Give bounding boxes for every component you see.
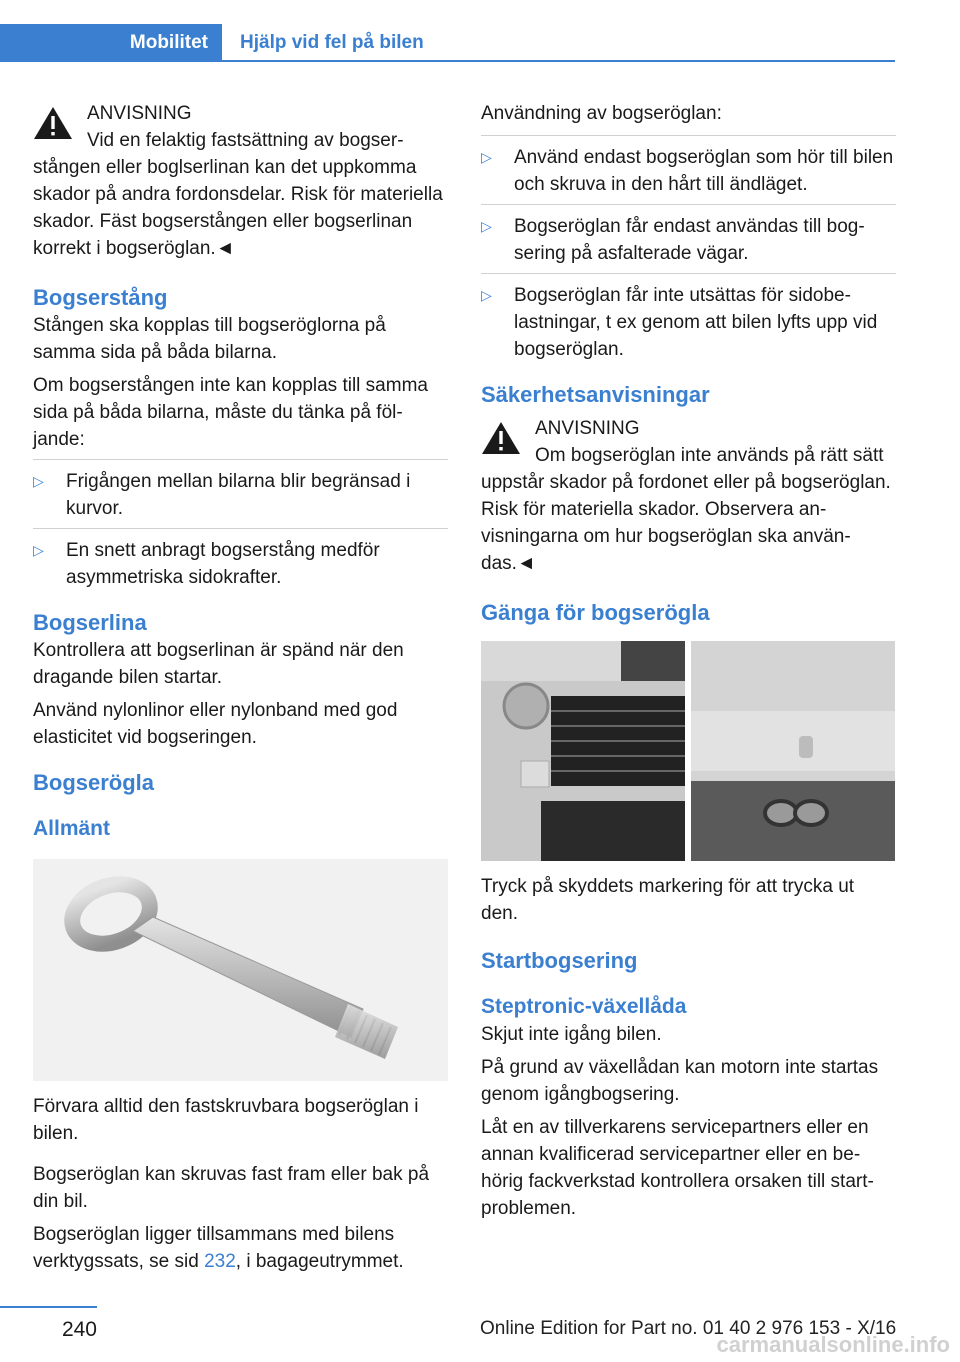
- warning-block: [33, 100, 448, 262]
- triangle-bullet-icon: ▷: [481, 149, 492, 165]
- page-link[interactable]: 232: [204, 1251, 236, 1272]
- warning-text: Om bogseröglan inte används på rätt sätt uppstår skador på fordonet eller på bogseröglan. Risk för materiella skador. Observera anvisningarna om hur bogseröglan ska användas.◄: [481, 445, 891, 574]
- triangle-bullet-icon: ▷: [481, 218, 492, 234]
- left-column: [33, 100, 448, 1281]
- toolkit-text-pre: Bogseröglan ligger tillsammans med bilens verktygssats, se sid: [33, 1224, 395, 1272]
- storage-text: Förvara alltid den fastskruvbara bogseröglan i bilen.: [33, 1096, 419, 1144]
- subheading-steptronic: Steptronic-växellåda: [481, 995, 687, 1018]
- tow-eye-drawing: [33, 859, 448, 1081]
- list-item-text: Frigången mellan bilarna blir begränsad i kurvor.: [66, 471, 411, 519]
- warning-label: ANVISNING: [87, 103, 192, 124]
- edition-footer: Online Edition for Part no. 01 40 2 976 153 - X/16: [480, 1318, 897, 1339]
- triangle-bullet-icon: ▷: [33, 473, 44, 489]
- toolkit-text: [33, 1221, 448, 1275]
- bogserstang-p1: Stången ska kopplas till bogseröglorna på samma sida på båda bilarna.: [33, 315, 386, 363]
- tab-hjalp-vid-fel[interactable]: [240, 24, 424, 62]
- bumper-photo-drawing: [481, 641, 895, 861]
- triangle-bullet-icon: ▷: [481, 287, 492, 303]
- right-column: [481, 100, 896, 1228]
- bogserlina-p1: Kontrollera att bogserlinan är spänd när den dragande bilen startar.: [33, 640, 404, 688]
- start-p3: Låt en av tillverkarens servicepartners eller en annan kvalificerad servicepartner eller en behörig fackverkstad kontrollera orsaken till startproblemen.: [481, 1117, 874, 1219]
- warning-icon: [33, 106, 73, 140]
- bumper-photos: [481, 641, 895, 861]
- heading-ganga: Gänga för bogserögla: [481, 600, 710, 625]
- start-p2: På grund av växellådan kan motorn inte startas genom igångbogsering.: [481, 1057, 879, 1105]
- start-p1: Skjut inte igång bilen.: [481, 1024, 662, 1045]
- warning-block: [481, 415, 896, 577]
- heading-sakerhet: Säkerhetsanvisningar: [481, 382, 710, 407]
- subheading-allmant: Allmänt: [33, 817, 111, 840]
- triangle-bullet-icon: ▷: [33, 542, 44, 558]
- bogserlina-p2: Använd nylonlinor eller nylonband med god elasticitet vid bogseringen.: [33, 700, 398, 748]
- bogserstang-p2: Om bogserstången inte kan kopplas till samma sida på båda bilarna, måste du tänka på följande:: [33, 375, 428, 450]
- heading-bogserstang: Bogserstång: [33, 285, 168, 310]
- list-item-text: Använd endast bogseröglan som hör till bilen och skruva in den hårt till ändläget.: [514, 147, 894, 195]
- toolkit-text-post: , i bagageutrymmet.: [235, 1251, 404, 1272]
- header-rule: [0, 60, 895, 62]
- tab-hjalp-vid-fel-label: Hjälp vid fel på bilen: [240, 32, 424, 53]
- mount-text: Bogseröglan kan skruvas fast fram eller bak på din bil.: [33, 1164, 430, 1212]
- list-item: [481, 204, 896, 267]
- list-item-text: En snett anbragt bogserstång medför asymmetriska sidokrafter.: [66, 540, 380, 588]
- list-item: [481, 135, 896, 198]
- tab-mobilitet[interactable]: [0, 24, 222, 62]
- tab-mobilitet-label: Mobilitet: [129, 32, 208, 53]
- list-item: [33, 459, 448, 522]
- list-item: [33, 528, 448, 591]
- thread-caption: Tryck på skyddets markering för att trycka ut den.: [481, 876, 855, 924]
- watermark: carmanualsonline.info: [716, 1332, 950, 1357]
- heading-startbogsering: Startbogsering: [481, 948, 638, 973]
- warning-label: ANVISNING: [535, 418, 640, 439]
- list-item: [481, 273, 896, 363]
- page-number: 240: [0, 1306, 97, 1342]
- warning-text: Vid en felaktig fastsättning av bogserstången eller boglserlinan kan det uppkomma skador på andra fordonsdelar. Risk för materiella skador. Fäst bogserstången eller bogserlinan korrekt i bogseröglan.◄: [33, 130, 443, 259]
- list-item-text: Bogseröglan får endast användas till bogsering på asfalterade vägar.: [514, 216, 865, 264]
- usage-title: Användning av bogseröglan:: [481, 103, 722, 124]
- heading-bogserogla: Bogserögla: [33, 770, 155, 795]
- tow-eye-illustration: [33, 859, 448, 1081]
- bogserstang-list: [33, 459, 448, 591]
- usage-list: [481, 135, 896, 363]
- heading-bogserlina: Bogserlina: [33, 610, 147, 635]
- list-item-text: Bogseröglan får inte utsättas för sidobelastningar, t ex genom att bilen lyfts upp vid bogseröglan.: [514, 285, 878, 360]
- warning-icon: [481, 421, 521, 455]
